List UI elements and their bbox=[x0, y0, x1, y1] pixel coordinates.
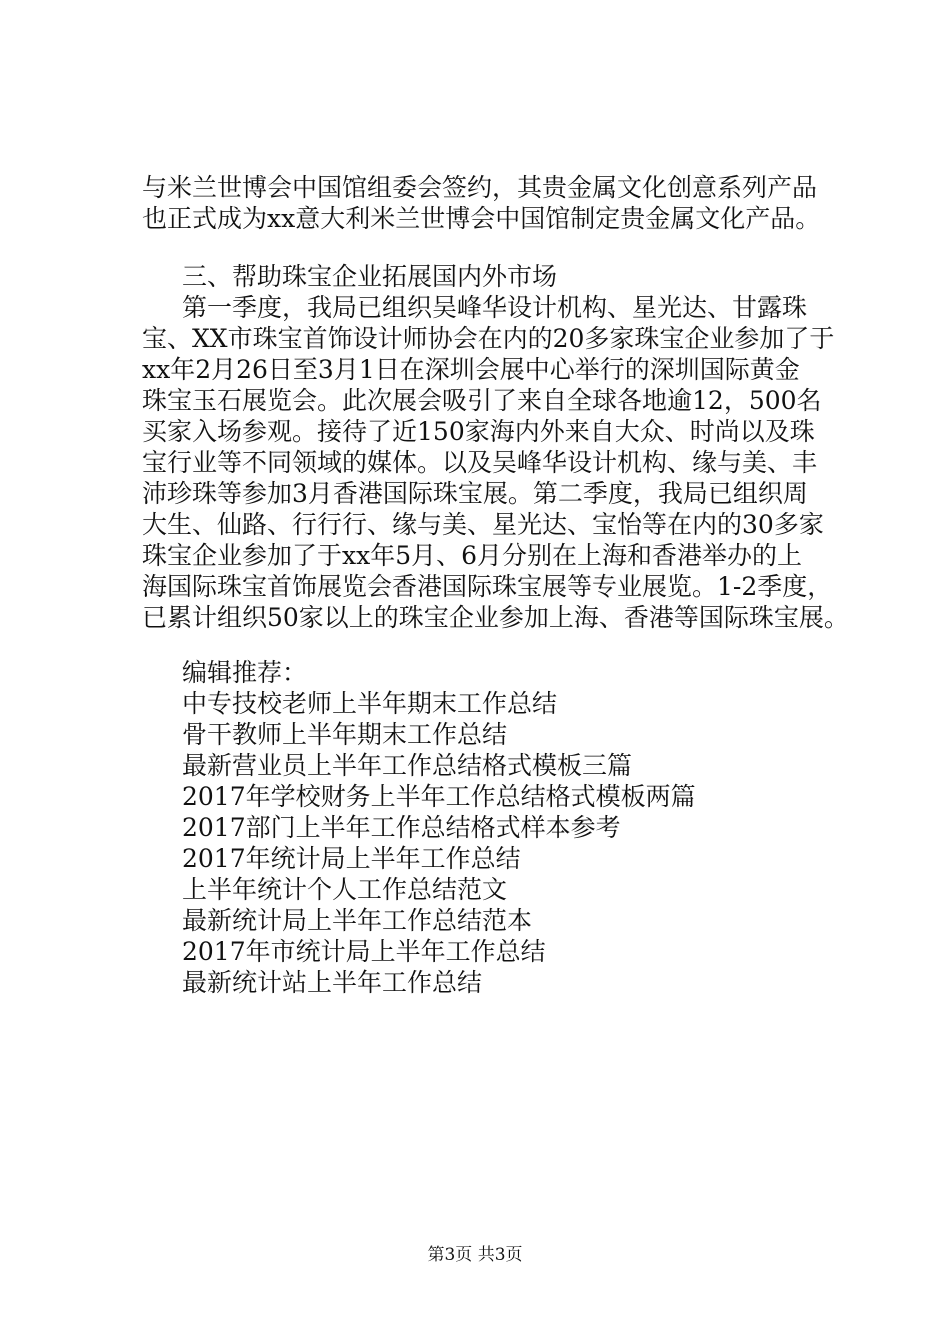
recommend-link[interactable]: 最新统计局上半年工作总结范本 bbox=[182, 906, 533, 935]
recommend-link[interactable]: 2017部门上半年工作总结格式样本参考 bbox=[182, 813, 621, 842]
intro-line: 也正式成为xx意大利米兰世博会中国馆制定贵金属文化产品。 bbox=[142, 204, 821, 233]
body-paragraph bbox=[142, 292, 849, 633]
recommend-link[interactable]: 2017年统计局上半年工作总结 bbox=[182, 844, 521, 873]
recommend-link[interactable]: 中专技校老师上半年期末工作总结 bbox=[182, 689, 558, 718]
recommend-link[interactable]: 骨干教师上半年期末工作总结 bbox=[182, 720, 508, 749]
paragraph-gap bbox=[142, 234, 842, 261]
document-body bbox=[142, 172, 849, 998]
recommend-link[interactable]: 上半年统计个人工作总结范文 bbox=[182, 875, 508, 904]
recommend-label: 编辑推荐： bbox=[182, 658, 308, 687]
paragraph-gap bbox=[142, 633, 842, 657]
recommend-link[interactable]: 最新统计站上半年工作总结 bbox=[182, 968, 483, 997]
body-line: 珠宝企业参加了于xx年5月、6月分别在上海和香港举办的上 bbox=[142, 541, 803, 570]
intro-line: 与米兰世博会中国馆组委会签约，其贵金属文化创意系列产品 bbox=[142, 173, 818, 202]
page-footer: 第3页 共3页 bbox=[427, 1245, 523, 1265]
section-heading: 三、帮助珠宝企业拓展国内外市场 bbox=[182, 262, 558, 291]
body-line: 宝行业等不同领域的媒体。以及吴峰华设计机构、缘与美、丰 bbox=[142, 448, 818, 477]
body-line: 海国际珠宝首饰展览会香港国际珠宝展等专业展览。1-2季度， bbox=[142, 572, 833, 601]
recommend-list bbox=[142, 688, 842, 998]
intro-paragraph bbox=[142, 172, 842, 234]
recommend-link[interactable]: 2017年学校财务上半年工作总结格式模板两篇 bbox=[182, 782, 696, 811]
recommend-link[interactable]: 2017年市统计局上半年工作总结 bbox=[182, 937, 546, 966]
body-line: 珠宝玉石展览会。此次展会吸引了来自全球各地逾12，500名 bbox=[142, 386, 822, 415]
body-line: xx年2月26日至3月1日在深圳会展中心举行的深圳国际黄金 bbox=[142, 355, 800, 384]
body-line: 沛珍珠等参加3月香港国际珠宝展。第二季度，我局已组织周 bbox=[142, 479, 808, 508]
body-line: 大生、仙路、行行行、缘与美、星光达、宝怡等在内的30多家 bbox=[142, 510, 824, 539]
recommend-link[interactable]: 最新营业员上半年工作总结格式模板三篇 bbox=[182, 751, 633, 780]
body-line: 宝、XX市珠宝首饰设计师协会在内的20多家珠宝企业参加了于 bbox=[142, 324, 835, 353]
body-line: 第一季度，我局已组织吴峰华设计机构、星光达、甘露珠 bbox=[182, 293, 808, 322]
body-line: 已累计组织50家以上的珠宝企业参加上海、香港等国际珠宝展。 bbox=[142, 603, 849, 632]
body-line: 买家入场参观。接待了近150家海内外来自大众、时尚以及珠 bbox=[142, 417, 815, 446]
